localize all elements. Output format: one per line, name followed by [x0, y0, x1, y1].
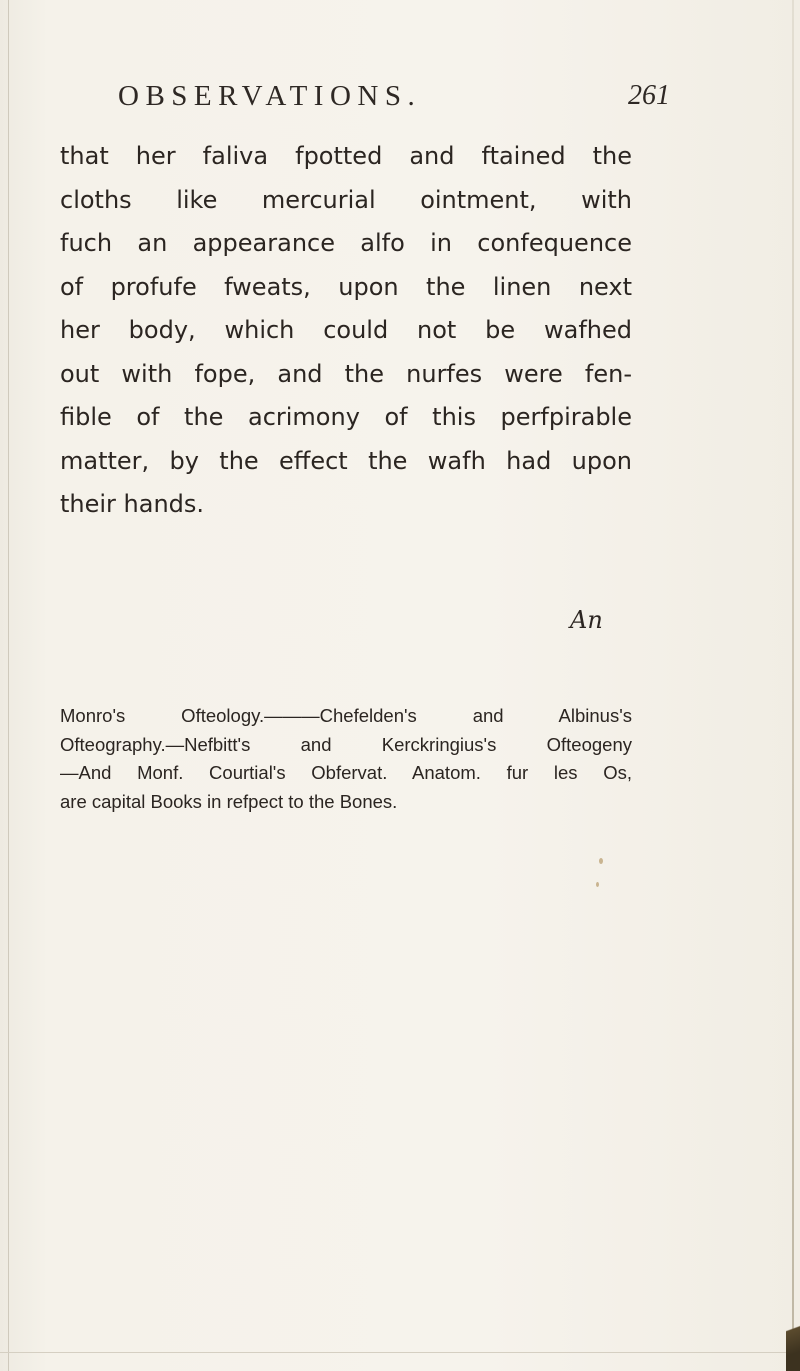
body-line: of profufe fweats, upon the linen next	[60, 272, 632, 301]
body-line: their hands.	[60, 490, 205, 518]
body-line: fuch an appearance alfo in confequence	[60, 229, 632, 257]
body-line: her body, which could not be wafhed	[60, 316, 632, 344]
running-head: OBSERVATIONS.	[118, 80, 422, 112]
footnote-line: —And Monf. Courtial's Obfervat. Anatom. fur les Os,	[60, 762, 632, 783]
page-header	[118, 80, 670, 120]
footnote	[60, 702, 632, 816]
page-bottom-edge	[0, 1352, 800, 1353]
footnote-line: Monro's Ofteology.———Chefelden's and Albinus's	[60, 705, 632, 726]
catchword: An	[570, 606, 603, 634]
paper-speck	[596, 882, 599, 887]
body-line: that her faliva fpotted and ftained the	[60, 142, 632, 170]
paper-speck	[599, 858, 603, 864]
body-line: fible of the acrimony of this perfpirable	[60, 403, 632, 431]
page-number: 261	[628, 80, 670, 111]
body-line: matter, by the effect the wafh had upon	[60, 446, 632, 475]
footnote-line: are capital Books in refpect to the Bones.	[60, 790, 398, 812]
corner-stain	[786, 1311, 800, 1371]
body-line: out with fope, and the nurfes were fen-	[60, 359, 632, 388]
page-right-edge	[792, 0, 794, 1371]
page-left-edge	[8, 0, 9, 1371]
body-paragraph	[60, 135, 632, 527]
body-line: cloths like mercurial ointment, with	[60, 185, 632, 214]
footnote-line: Ofteography.—Nefbitt's and Kerckringius's Ofteogeny	[60, 733, 632, 755]
